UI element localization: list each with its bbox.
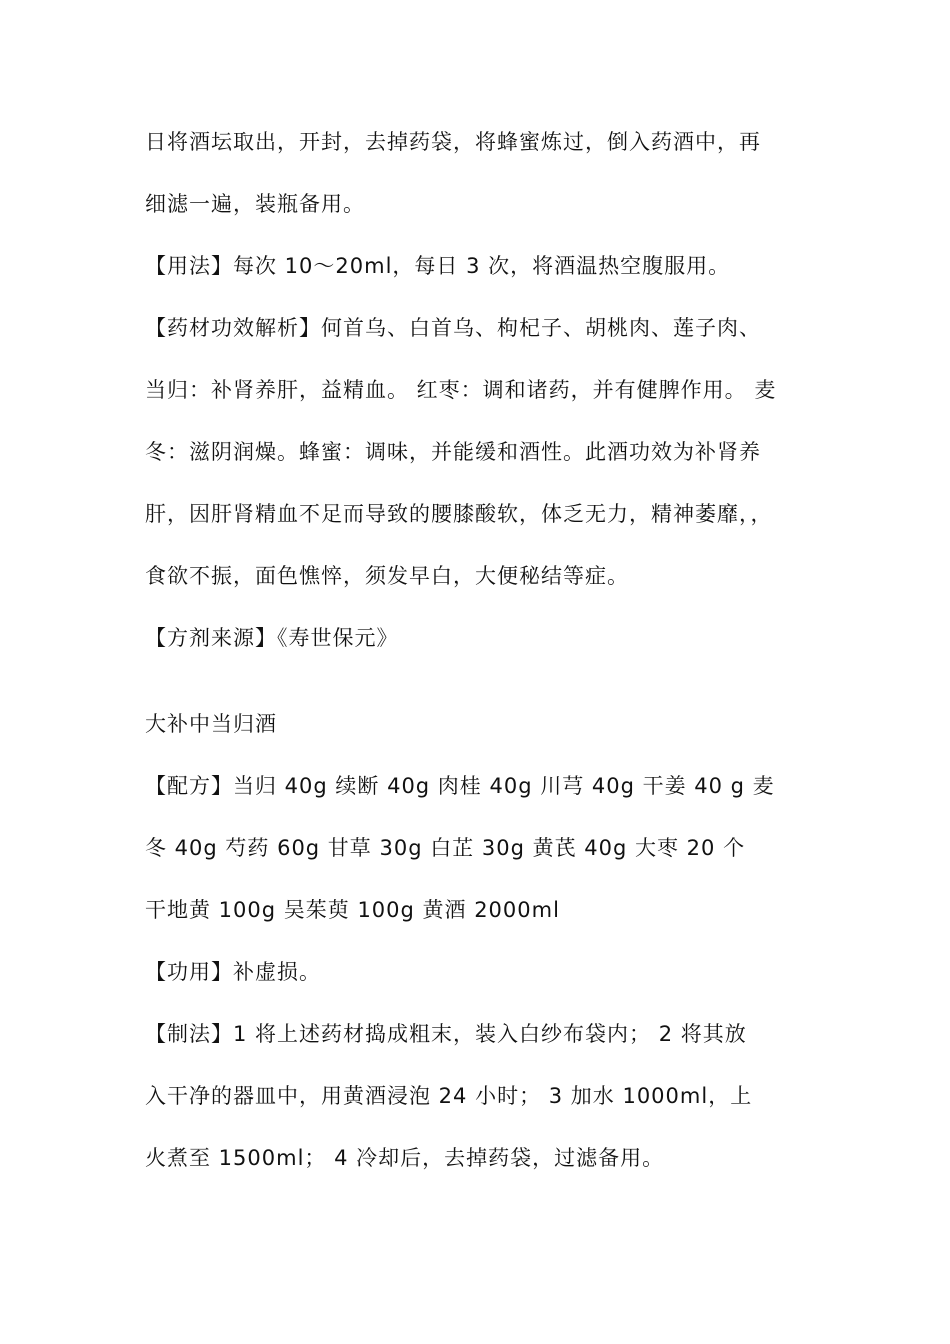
text-line: 冬 40g 芍药 60g 甘草 30g 白芷 30g 黄芪 40g 大枣 20 个 bbox=[145, 836, 746, 860]
text-line: 干地黄 100g 吴茱萸 100g 黄酒 2000ml bbox=[145, 898, 560, 922]
text-line: 【功用】补虚损。 bbox=[145, 960, 321, 984]
text-line: 火煮至 1500ml； 4 冷却后，去掉药袋，过滤备用。 bbox=[145, 1146, 665, 1170]
text-line: 【制法】1 将上述药材捣成粗末，装入白纱布袋内； 2 将其放 bbox=[145, 1022, 747, 1046]
section-title: 大补中当归酒 bbox=[145, 712, 277, 736]
text-line: 入干净的器皿中，用黄酒浸泡 24 小时； 3 加水 1000ml，上 bbox=[145, 1084, 753, 1108]
text-line: 【药材功效解析】何首乌、白首乌、枸杞子、胡桃肉、莲子肉、 bbox=[145, 316, 761, 340]
text-line: 食欲不振，面色憔悴，须发早白，大便秘结等症。 bbox=[145, 564, 629, 588]
text-line: 日将酒坛取出，开封，去掉药袋，将蜂蜜炼过，倒入药酒中，再 bbox=[145, 130, 761, 154]
text-line: 当归：补肾养肝，益精血。 红枣：调和诸药，并有健脾作用。 麦 bbox=[145, 378, 777, 402]
text-line: 细滤一遍，装瓶备用。 bbox=[145, 192, 365, 216]
text-line: 肝，因肝肾精血不足而导致的腰膝酸软，体乏无力，精神萎靡，， bbox=[145, 502, 773, 526]
text-line: 【方剂来源】《寿世保元》 bbox=[145, 626, 399, 650]
text-line: 【配方】当归 40g 续断 40g 肉桂 40g 川芎 40g 干姜 40 g 麦 bbox=[145, 774, 775, 798]
text-line: 冬：滋阴润燥。蜂蜜：调味，并能缓和酒性。此酒功效为补肾养 bbox=[145, 440, 761, 464]
text-line: 【用法】每次 10～20ml，每日 3 次，将酒温热空腹服用。 bbox=[145, 254, 731, 278]
